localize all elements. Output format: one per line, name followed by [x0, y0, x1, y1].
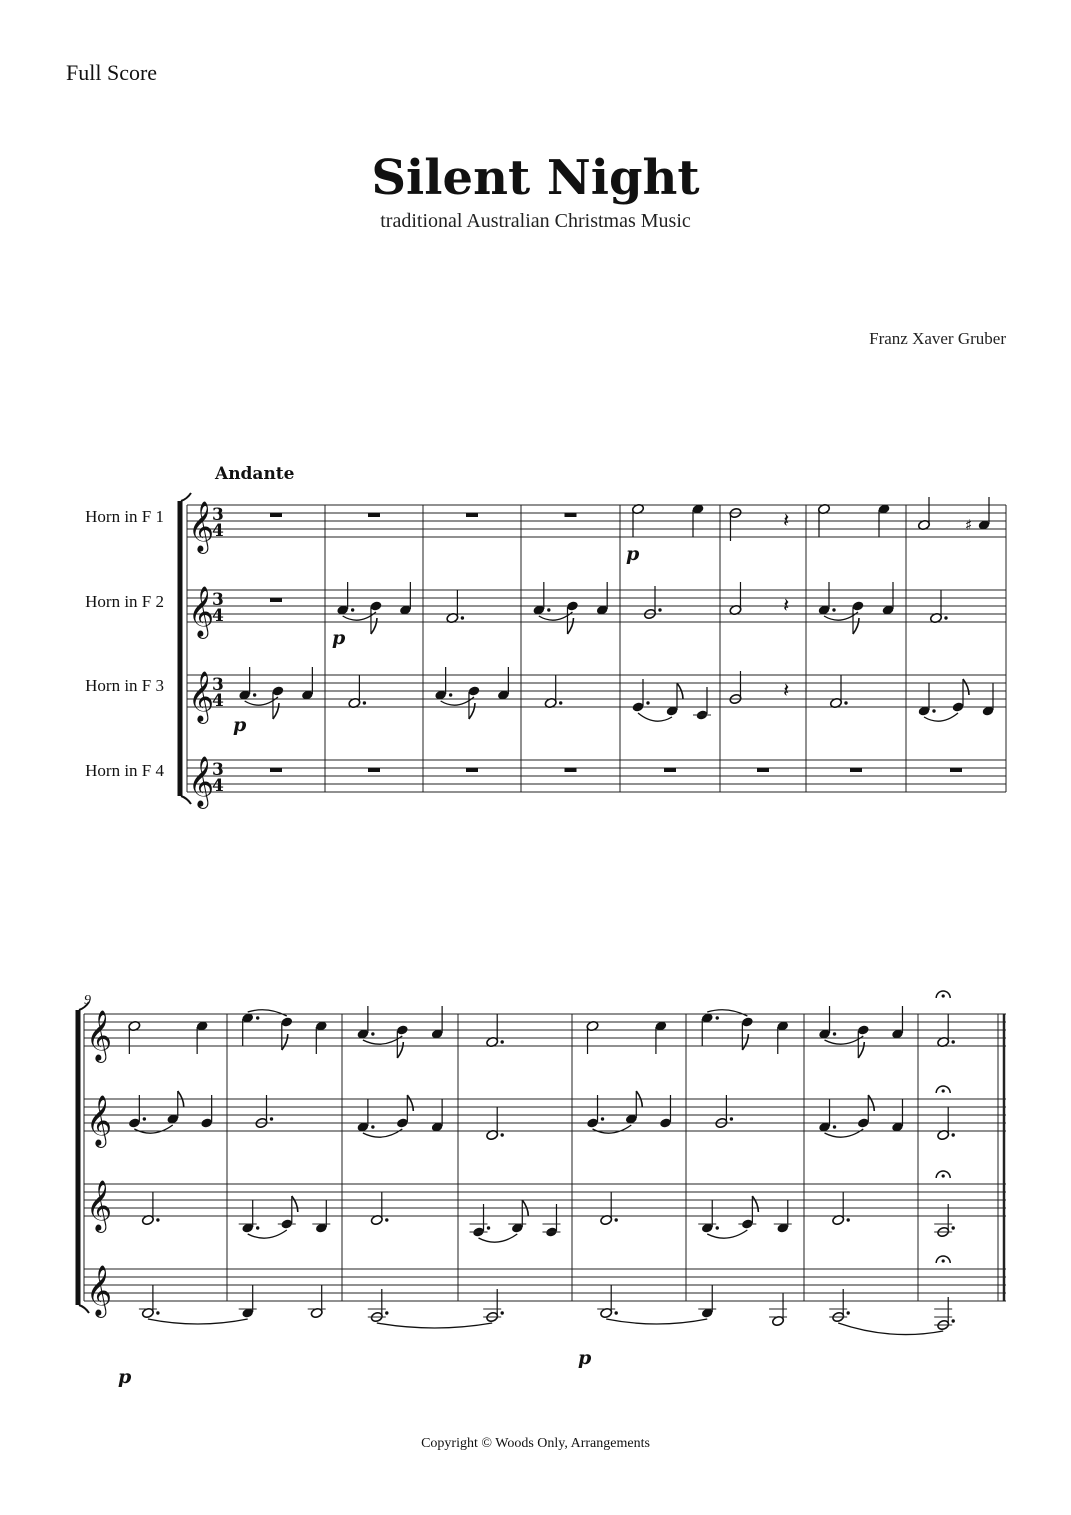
time-signature-numerator: 3	[212, 505, 224, 525]
augmentation-dot	[847, 1311, 850, 1314]
augmentation-dot	[385, 1218, 388, 1221]
slur	[638, 713, 672, 721]
bracket-hook	[79, 1002, 89, 1010]
augmentation-dot	[256, 1226, 259, 1229]
augmentation-dot	[461, 616, 464, 619]
augmentation-dot	[833, 1032, 836, 1035]
dynamic-marking: p	[233, 714, 247, 736]
treble-clef: 𝄞	[188, 671, 215, 722]
whole-rest	[565, 768, 577, 772]
whole-rest	[850, 768, 862, 772]
whole-rest	[368, 768, 380, 772]
instrument-label-horn-4: Horn in F 4	[85, 761, 164, 780]
augmentation-dot	[615, 1311, 618, 1314]
slur	[825, 1129, 864, 1137]
time-signature-denominator: 4	[212, 521, 224, 541]
slur	[838, 1323, 943, 1335]
augmentation-dot	[363, 701, 366, 704]
augmentation-dot	[952, 1226, 955, 1229]
time-signature-denominator: 4	[212, 691, 224, 711]
augmentation-dot	[487, 1226, 490, 1229]
time-signature-numerator: 3	[212, 675, 224, 695]
tempo-marking: Andante	[215, 464, 295, 484]
quarter-rest: 𝄽	[783, 593, 790, 617]
note-flag	[858, 1042, 864, 1058]
note-flag	[853, 618, 859, 634]
whole-rest	[757, 768, 769, 772]
augmentation-dot	[547, 608, 550, 611]
slur	[248, 1230, 287, 1238]
time-signature-numerator: 3	[212, 760, 224, 780]
augmentation-dot	[143, 1117, 146, 1120]
note-flag	[469, 703, 475, 719]
composer-name: Franz Xaver Gruber	[869, 329, 1006, 348]
time-signature-denominator: 4	[212, 606, 224, 626]
treble-clef: 𝄞	[188, 586, 215, 637]
fermata-dot	[942, 1174, 945, 1177]
augmentation-dot	[952, 1040, 955, 1043]
whole-rest	[270, 768, 282, 772]
whole-rest	[950, 768, 962, 772]
slur	[606, 1319, 707, 1324]
sharp-accidental: ♯	[965, 516, 973, 534]
augmentation-dot	[615, 1218, 618, 1221]
augmentation-dot	[833, 1125, 836, 1128]
quarter-rest: 𝄽	[783, 508, 790, 532]
augmentation-dot	[944, 616, 947, 619]
slur	[148, 1319, 248, 1324]
augmentation-dot	[952, 1133, 955, 1136]
augmentation-dot	[730, 1117, 733, 1120]
treble-clef: 𝄞	[188, 501, 215, 552]
treble-clef: 𝄞	[188, 756, 215, 807]
slur	[363, 1129, 402, 1137]
note-flag	[371, 618, 377, 634]
treble-clef: 𝄞	[86, 1265, 113, 1316]
augmentation-dot	[156, 1218, 159, 1221]
augmentation-dot	[716, 1016, 719, 1019]
note-flag	[752, 1196, 758, 1212]
augmentation-dot	[932, 709, 935, 712]
augmentation-dot	[253, 693, 256, 696]
slur	[363, 1036, 402, 1044]
whole-rest	[270, 598, 282, 602]
slur	[707, 1010, 747, 1016]
whole-rest	[466, 513, 478, 517]
note-flag	[282, 1034, 288, 1050]
time-signature-denominator: 4	[212, 776, 224, 796]
slur	[248, 1010, 287, 1016]
quarter-rest: 𝄽	[783, 678, 790, 702]
augmentation-dot	[351, 608, 354, 611]
dynamic-marking: p	[626, 543, 640, 565]
slur	[825, 1036, 864, 1044]
augmentation-dot	[501, 1311, 504, 1314]
augmentation-dot	[646, 701, 649, 704]
augmentation-dot	[601, 1117, 604, 1120]
augmentation-dot	[371, 1032, 374, 1035]
bracket-hook	[181, 493, 191, 501]
augmentation-dot	[952, 1319, 955, 1322]
augmentation-dot	[385, 1311, 388, 1314]
augmentation-dot	[716, 1226, 719, 1229]
time-signature-numerator: 3	[212, 590, 224, 610]
dynamic-marking: p	[118, 1366, 132, 1388]
slur	[707, 1230, 747, 1238]
fermata-dot	[942, 1089, 945, 1092]
page-title: Silent Night	[371, 150, 700, 206]
score-label: Full Score	[66, 60, 158, 85]
slur	[134, 1125, 172, 1133]
augmentation-dot	[449, 693, 452, 696]
fermata-dot	[942, 994, 945, 997]
augmentation-dot	[559, 701, 562, 704]
note-flag	[868, 1095, 874, 1111]
note-flag	[397, 1042, 403, 1058]
slur	[377, 1323, 492, 1328]
slur	[593, 1125, 632, 1133]
note-flag	[742, 1034, 748, 1050]
copyright-notice: Copyright © Woods Only, Arrangements	[421, 1436, 650, 1451]
treble-clef: 𝄞	[86, 1180, 113, 1231]
augmentation-dot	[501, 1040, 504, 1043]
note-flag	[407, 1095, 413, 1111]
slur	[924, 713, 958, 721]
whole-rest	[466, 768, 478, 772]
treble-clef: 𝄞	[86, 1010, 113, 1061]
augmentation-dot	[658, 608, 661, 611]
augmentation-dot	[371, 1125, 374, 1128]
fermata-dot	[942, 1259, 945, 1262]
whole-rest	[270, 513, 282, 517]
augmentation-dot	[844, 701, 847, 704]
dynamic-marking: p	[332, 627, 346, 649]
instrument-label-horn-2: Horn in F 2	[85, 592, 164, 611]
note-flag	[567, 618, 573, 634]
augmentation-dot	[832, 608, 835, 611]
note-flag	[273, 703, 279, 719]
augmentation-dot	[847, 1218, 850, 1221]
dynamic-marking: p	[578, 1347, 592, 1369]
augmentation-dot	[270, 1117, 273, 1120]
slur	[479, 1234, 518, 1242]
whole-rest	[368, 513, 380, 517]
page-subtitle: traditional Australian Christmas Music	[380, 210, 691, 232]
treble-clef: 𝄞	[86, 1095, 113, 1146]
whole-rest	[565, 513, 577, 517]
augmentation-dot	[256, 1016, 259, 1019]
note-flag	[292, 1196, 298, 1212]
instrument-label-horn-3: Horn in F 3	[85, 676, 164, 695]
note-flag	[963, 679, 969, 695]
measure-number: 9	[84, 993, 91, 1008]
instrument-label-horn-1: Horn in F 1	[85, 507, 164, 526]
augmentation-dot	[501, 1133, 504, 1136]
whole-rest	[664, 768, 676, 772]
augmentation-dot	[156, 1311, 159, 1314]
